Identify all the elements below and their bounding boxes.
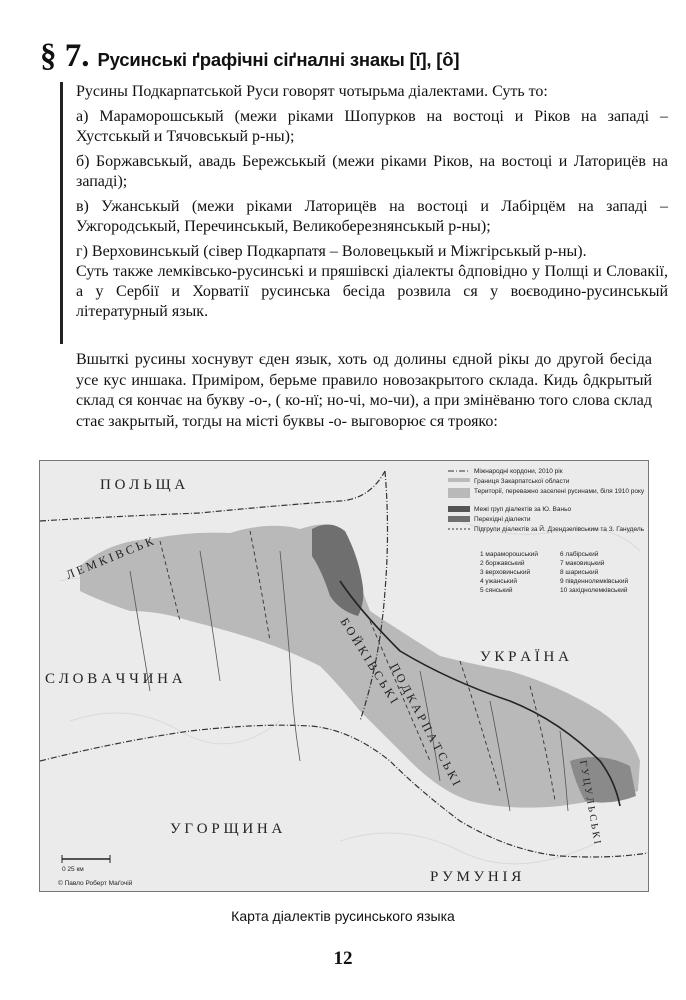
legend-transitional: Перехідні діалекти	[474, 516, 531, 523]
legend-borders: Міжнародні кордони, 2010 рік	[474, 468, 563, 475]
legend-num-5: 5 сянський	[480, 587, 513, 594]
label-boikiv: Б О Й К І В С Ь К І	[337, 615, 402, 706]
section-number: § 7.	[40, 38, 90, 74]
scale-label: 0 25 км	[62, 866, 84, 873]
dialects-block	[60, 82, 668, 344]
legend-num-1: 1 мараморошський	[480, 551, 539, 558]
dialect-item-c: в) Ужанськый (межи ріками Латорицёв на востоці и Лабірцём на западі – Ужгородськый, Перечинськый, Великоберезнянськый р-ны);	[76, 198, 668, 235]
legend-group-bounds: Межі груп діалектів за Ю. Ваньо	[474, 506, 572, 513]
label-hutsul: Г У Ц У Л Ь С Ь К І	[577, 759, 603, 845]
label-slovakia: С Л О В А Ч Ч И Н А	[45, 671, 183, 687]
dialect-item-a: а) Мараморошськый (межи ріками Шопурков на востоці и Ріков на западі – Хустськый и Тячовськый р-ны);	[76, 108, 668, 145]
body-paragraph	[76, 350, 652, 432]
label-poland: П О Л Ь Щ А	[100, 477, 186, 493]
legend-num-10: 10 західнолемківський	[560, 587, 628, 594]
map-caption: Карта діалектів русинського языка	[231, 908, 455, 924]
section-title: Русинські ґрафічні сіґналні знакы [ї], [ô]	[97, 49, 460, 70]
legend-territory: Території, переважно заселені русинами, біля 1910 року	[474, 488, 645, 495]
intro-paragraph: Русины Подкарпатськой Руси говорят чотырьма діалектами. Суть то:	[76, 83, 548, 100]
dialect-map	[39, 460, 649, 892]
legend-num-6: 6 лабірський	[560, 551, 599, 558]
legend-num-8: 8 шариський	[560, 569, 599, 576]
legend-num-3: 3 верховинський	[480, 569, 531, 576]
legend-region: Границя Закарпатської области	[474, 478, 570, 485]
body-paragraph-text: Вшыткі русины хоснувут єден язык, хоть од долины єдной рікы до другой бесіда усе кус иншака. Приміром, берьме правило новозакрытого склада. Кидь ôдкрытый склад ся кончає на букву -о-, ( ко-нї; но-чі, мо-чи), а при змінёваню того слова склад стає закрытый, тогды на місті буквы -о- выговорює ся трояко:	[76, 351, 652, 430]
label-lemko: Л Е М К І В С Ь К	[63, 533, 156, 582]
label-ukraine: У К Р А Ї Н А	[480, 649, 569, 665]
map-svg	[40, 461, 648, 891]
map-copyright: © Павло Роберт Маґочій	[58, 880, 133, 887]
legend-num-2: 2 боржавський	[480, 560, 525, 567]
legend-subgroups: Підгрупи діалектів за Й. Дзендзелівським та З. Ганудель	[474, 526, 645, 533]
section-heading	[40, 38, 660, 82]
label-hungary: У Г О Р Щ И Н А	[170, 821, 283, 837]
legend-num-9: 9 південнолемківський	[560, 578, 629, 585]
legend-num-7: 7 маковицький	[560, 560, 605, 567]
page-number: 12	[333, 948, 353, 969]
legend-num-4: 4 ужанський	[480, 578, 518, 585]
tail-paragraph: Суть также лемківсько-русинські и пряшівскі діалекты ôдповідно у Полщі и Словакії, а у Сербії и Хорватії русинська бесіда розвила ся у воєводино-русинськый літературный язык.	[76, 263, 668, 320]
dialect-item-b: б) Боржавськый, авадь Бережськый (межи ріками Ріков, на востоці и Латорицёв на западі);	[76, 153, 668, 190]
label-romania: Р У М У Н І Я	[430, 869, 522, 885]
label-podkarpatski: П О Д К А Р П А Т С Ь К І	[387, 660, 464, 788]
dialect-item-d: г) Верховинськый (сівер Подкарпатя – Воловецькый и Міжгірськый р-ны).	[76, 243, 587, 260]
